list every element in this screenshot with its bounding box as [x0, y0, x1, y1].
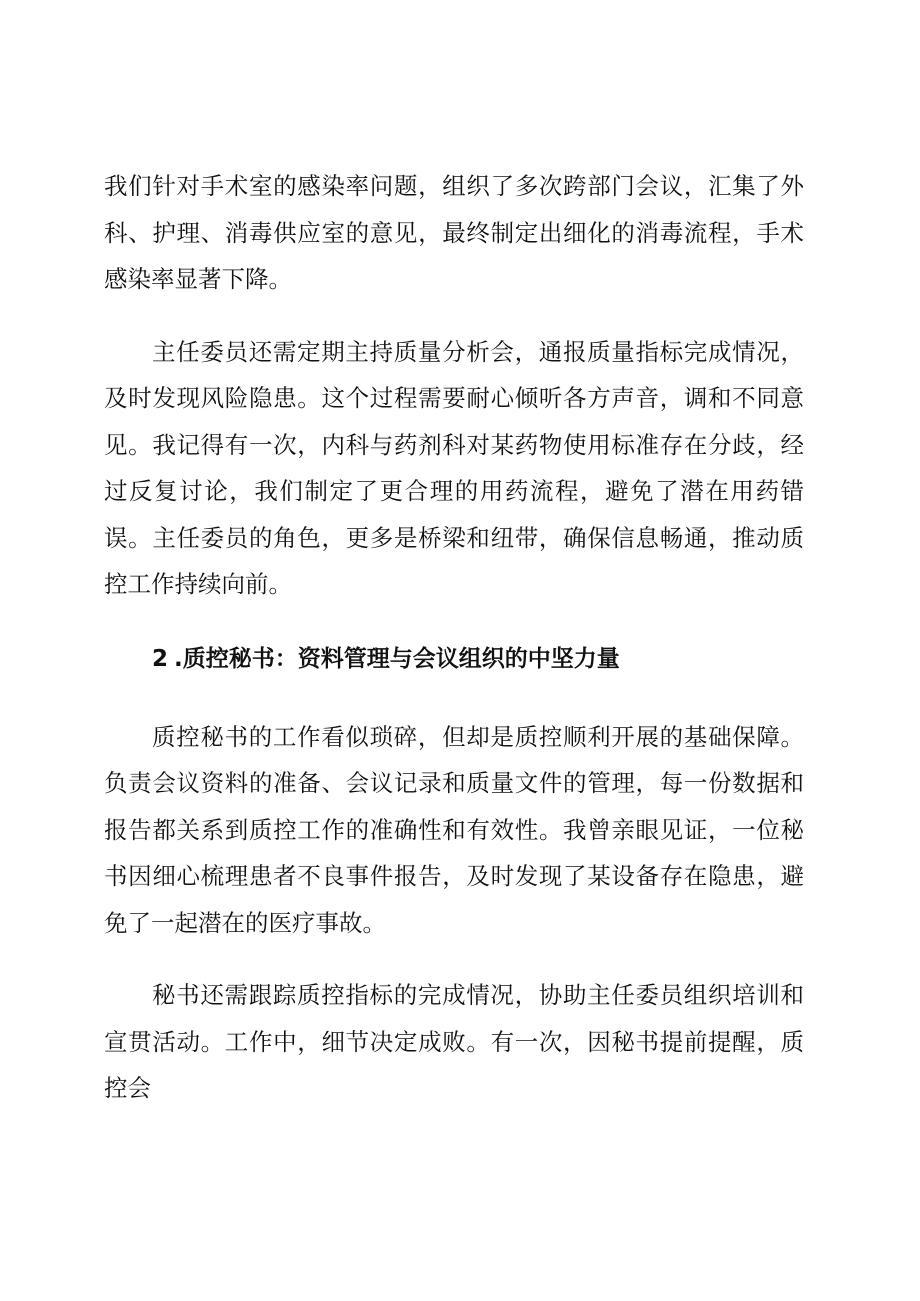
section-number: 2 [152, 645, 169, 672]
section-heading [104, 642, 804, 676]
document-body [104, 163, 804, 1138]
section-title: .质控秘书：资料管理与会议组织的中坚力量 [174, 645, 620, 672]
paragraph-3: 质控秘书的工作看似琐碎，但却是质控顺利开展的基础保障。负责会议资料的准备、会议记录和质量文件的管理，每一份数据和报告都关系到质控工作的准确性和有效性。我曾亲眼见证，一位秘书因细心梳理患者不良事件报告，及时发现了某设备存在隐患，避免了一起潜在的医疗事故。 [104, 722, 804, 937]
paragraph-4: 秘书还需跟踪质控指标的完成情况，协助主任委员组织培训和宣贯活动。工作中，细节决定成败。有一次，因秘书提前提醒，质控会 [104, 981, 804, 1102]
paragraph-2: 主任委员还需定期主持质量分析会，通报质量指标完成情况，及时发现风险隐患。这个过程需要耐心倾听各方声音，调和不同意见。我记得有一次，内科与药剂科对某药物使用标准存在分歧，经过反复讨论，我们制定了更合理的用药流程，避免了潜在用药错误。主任委员的角色，更多是桥梁和纽带，确保信息畅通，推动质控工作持续向前。 [104, 337, 804, 598]
paragraph-1: 我们针对手术室的感染率问题，组织了多次跨部门会议，汇集了外科、护理、消毒供应室的意见，最终制定出细化的消毒流程，手术感染率显著下降。 [104, 172, 804, 293]
